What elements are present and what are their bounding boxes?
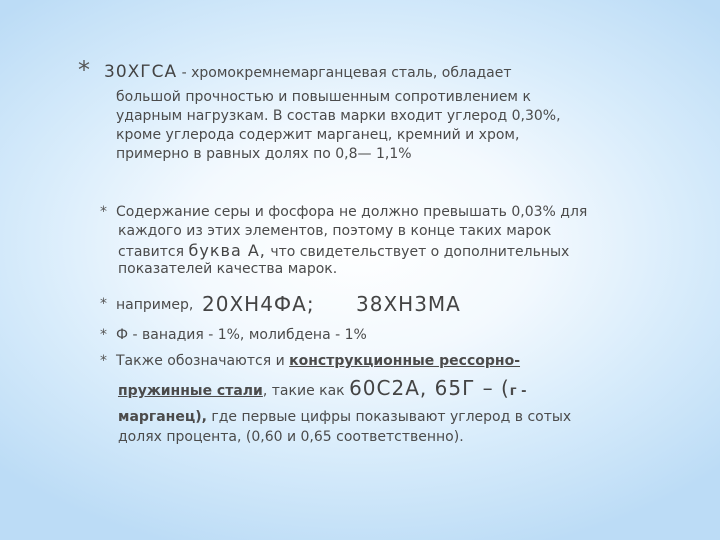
letter-a-emphasis: буква А, — [188, 241, 266, 260]
paragraph-first-line — [104, 62, 512, 83]
steel-grade-38hn3ma: 38ХН3МА — [356, 292, 461, 316]
text-segment: ставится — [118, 244, 189, 260]
description-text: - хромокремнемарганцевая сталь, обладает — [177, 65, 512, 81]
text-line — [116, 352, 520, 371]
spring-steel-term-continued: пружинные стали — [118, 383, 263, 399]
text-line: Содержание серы и фосфора не должно превышать 0,03% для — [116, 204, 588, 220]
text-line: показателей качества марок. — [118, 261, 338, 277]
text-line: большой прочностью и повышенным сопротивлением к — [116, 89, 531, 105]
text-line: примерно в равных долях по 0,8— 1,1% — [116, 146, 412, 162]
bullet-marker: * — [100, 353, 107, 369]
bullet-marker: * — [100, 296, 107, 312]
text-line: ударным нагрузкам. В состав марки входит углерод 0,30%, — [116, 108, 561, 124]
steel-grade-30hgsa: 30ХГСА — [104, 62, 178, 82]
text-line-with-emphasis — [118, 241, 569, 262]
bullet-marker: * — [100, 204, 107, 220]
text-line: каждого из этих элементов, поэтому в конце таких марок — [118, 223, 552, 239]
manganese-term: марганец), — [118, 409, 207, 425]
manganese-letter: г - — [509, 384, 527, 399]
text-segment: , такие как — [262, 383, 350, 399]
spring-steel-term: конструкционные рессорно- — [289, 353, 521, 369]
bullet-marker: * — [100, 327, 107, 343]
bullet-marker: * — [78, 56, 90, 84]
steel-grades-60s2a-65g: 60С2А, 65Г – ( — [349, 376, 510, 400]
example-label: например, — [116, 297, 194, 313]
text-line-with-grades — [118, 376, 527, 401]
text-segment: что свидетельствует о дополнительных — [265, 244, 570, 260]
text-line: Ф - ванадия - 1%, молибдена - 1% — [116, 327, 367, 343]
text-line: долях процента, (0,60 и 0,65 соответственно). — [118, 429, 464, 445]
steel-grade-20hn4fa: 20ХН4ФА; — [202, 292, 315, 316]
text-segment: Также обозначаются и — [116, 353, 290, 369]
text-line: кроме углерода содержит марганец, кремний и хром, — [116, 127, 520, 143]
text-segment: где первые цифры показывают углерод в сотых — [206, 409, 572, 425]
text-line — [118, 408, 571, 427]
